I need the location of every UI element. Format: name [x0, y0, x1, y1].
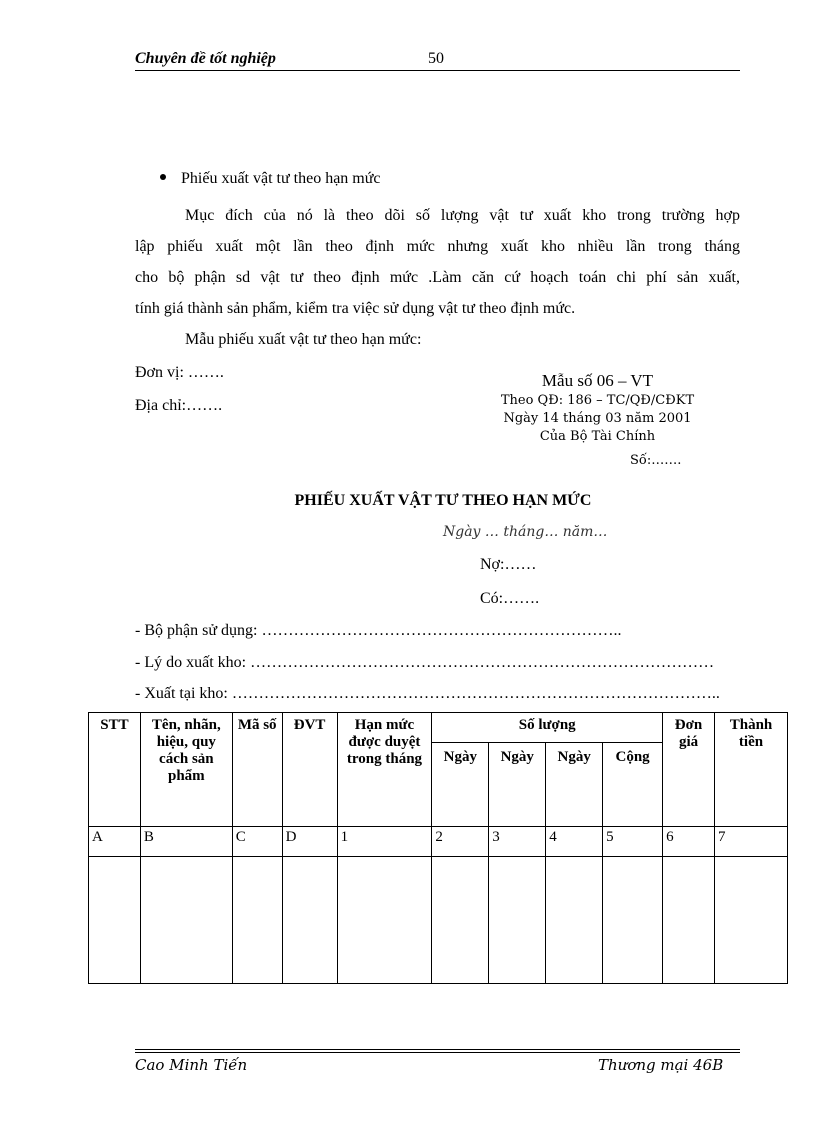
empty-cell: [282, 857, 337, 984]
header-title: Chuyên đề tốt nghiệp: [135, 50, 276, 67]
code-cell: B: [140, 827, 232, 857]
header-rule: [135, 70, 740, 71]
empty-cell: [140, 857, 232, 984]
empty-cell: [489, 857, 546, 984]
code-cell: 4: [546, 827, 603, 857]
code-cell: A: [89, 827, 141, 857]
ly-do-field: - Lý do xuất kho: ……………………………………………………………………………: [135, 654, 715, 671]
page-number: 50: [428, 50, 444, 67]
don-vi-field: Đơn vị: …….: [135, 364, 224, 381]
footer-author: Cao Minh Tiến: [135, 1056, 248, 1074]
code-cell: 6: [663, 827, 715, 857]
mau-so: Mẫu số 06 – VT: [541, 371, 654, 390]
code-row: [89, 827, 788, 857]
footer-rule-bottom: [135, 1052, 740, 1053]
header-dvt: ĐVT: [282, 713, 337, 827]
empty-cell: [89, 857, 141, 984]
empty-data-row: [89, 857, 788, 984]
form-code-block: [470, 370, 725, 446]
header-don-gia: Đơn giá: [663, 713, 715, 827]
xuat-tai-field: - Xuất tại kho: ………………………………………………………………………………..: [135, 685, 720, 702]
empty-cell: [603, 857, 663, 984]
header-stt: STT: [89, 713, 141, 827]
header-thanh-tien: Thành tiền: [714, 713, 787, 827]
header-ngay-2: Ngày: [489, 743, 546, 827]
header-ten: Tên, nhãn, hiệu, quy cách sản phẩm: [140, 713, 232, 827]
footer-rule-top: [135, 1049, 740, 1050]
empty-cell: [546, 857, 603, 984]
date-line: Ngày … tháng… năm…: [443, 524, 608, 540]
empty-cell: [432, 857, 489, 984]
header-han-muc: Hạn mức được duyệt trong tháng: [337, 713, 432, 827]
paragraph-line: Mục đích của nó là theo dõi số lượng vật tư xuất kho trong trường hợp: [185, 207, 740, 224]
code-cell: C: [232, 827, 282, 857]
code-cell: 1: [337, 827, 432, 857]
header-ngay-3: Ngày: [546, 743, 603, 827]
code-cell: 5: [603, 827, 663, 857]
empty-cell: [232, 857, 282, 984]
bullet-text: Phiếu xuất vật tư theo hạn mức: [181, 170, 381, 187]
footer-class: Thương mại 46B: [598, 1056, 724, 1074]
empty-cell: [337, 857, 432, 984]
so-field: Số:…….: [630, 453, 682, 468]
paragraph-line: tính giá thành sản phẩm, kiểm tra việc sử dụng vật tư theo định mức.: [135, 300, 576, 317]
code-cell: D: [282, 827, 337, 857]
bullet-icon: [160, 174, 166, 180]
empty-cell: [663, 857, 715, 984]
header-ngay-1: Ngày: [432, 743, 489, 827]
header-cong: Cộng: [603, 743, 663, 827]
dia-chi-field: Địa chỉ:…….: [135, 397, 223, 414]
bo-phan-field: - Bộ phận sử dụng: …………………………………………………………..: [135, 622, 622, 639]
form-title: PHIẾU XUẤT VẬT TƯ THEO HẠN MỨC: [294, 492, 592, 509]
decision-date: Ngày 14 tháng 03 năm 2001: [503, 411, 692, 426]
material-table: [88, 712, 788, 984]
issuer: Của Bộ Tài Chính: [539, 429, 656, 444]
no-field: Nợ:……: [480, 556, 537, 573]
header-so-luong: Số lượng: [432, 713, 663, 743]
code-cell: 2: [432, 827, 489, 857]
paragraph-line: cho bộ phận sd vật tư theo định mức .Làm căn cứ hoạch toán chi phí sản xuất,: [135, 269, 740, 286]
code-cell: 3: [489, 827, 546, 857]
bullet-item: [160, 169, 381, 189]
empty-cell: [714, 857, 787, 984]
form-intro: Mẫu phiếu xuất vật tư theo hạn mức:: [185, 331, 422, 348]
purpose-paragraph: [135, 200, 740, 324]
co-field: Có:…….: [480, 590, 540, 607]
header-ma-so: Mã số: [232, 713, 282, 827]
paragraph-line: lập phiếu xuất một lần theo định mức nhưng xuất kho nhiều lần trong tháng: [135, 238, 740, 255]
code-cell: 7: [714, 827, 787, 857]
decision-ref: Theo QĐ: 186 – TC/QĐ/CĐKT: [500, 393, 695, 408]
